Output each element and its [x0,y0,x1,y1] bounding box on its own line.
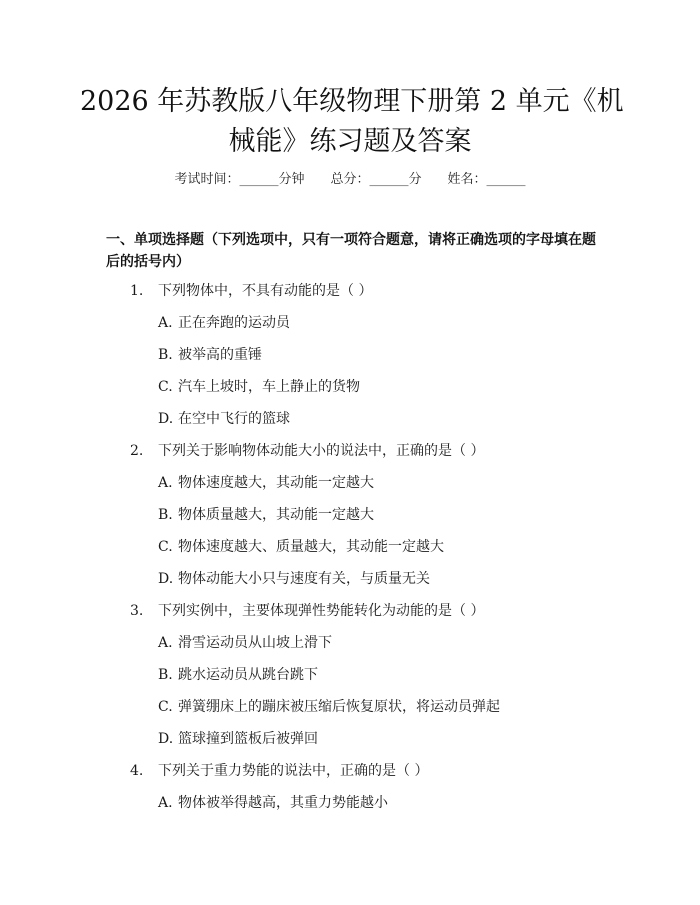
exam-meta-row [0,168,700,187]
document-title-line1: 2026 年苏教版八年级物理下册第 2 单元《机 [80,86,624,117]
option-text: 跳水运动员从跳台跳下 [178,667,318,683]
option-1b [158,345,262,365]
option-3c [158,697,500,717]
option-3b [158,665,318,685]
option-2b [158,505,374,525]
option-1c [158,377,360,397]
option-text: 弹簧绷床上的蹦床被压缩后恢复原状，将运动员弹起 [178,699,500,715]
option-letter: D. [158,731,174,747]
option-letter: C. [158,699,173,715]
option-1a [158,313,290,333]
option-1d [158,409,290,429]
option-letter: C. [158,379,173,395]
question-number: 4. [130,763,144,779]
option-letter: A. [158,475,173,491]
question-text: 下列关于影响物体动能大小的说法中，正确的是（ ） [158,443,485,459]
question-number: 3. [130,603,144,619]
option-text: 篮球撞到篮板后被弹回 [178,731,318,747]
option-letter: D. [158,411,174,427]
option-text: 物体动能大小只与速度有关，与质量无关 [178,571,430,587]
option-letter: D. [158,571,174,587]
option-4a [158,793,388,813]
exam-score-field: 总分：______分 [330,172,422,187]
option-letter: B. [158,347,173,363]
option-text: 物体速度越大，其动能一定越大 [178,475,374,491]
document-title-line2: 械能》练习题及答案 [228,126,472,157]
option-2c [158,537,444,557]
option-text: 物体被举得越高，其重力势能越小 [178,795,388,811]
option-text: 被举高的重锤 [178,347,262,363]
question-text: 下列物体中，不具有动能的是（ ） [158,283,373,299]
option-2a [158,473,374,493]
section-heading-line2: 后的括号内） [106,254,190,270]
option-letter: A. [158,315,173,331]
option-2d [158,569,430,589]
question-text: 下列实例中，主要体现弹性势能转化为动能的是（ ） [158,603,485,619]
question-number: 1. [130,283,144,299]
exam-time-field: 考试时间：______分钟 [174,172,305,187]
student-name-field: 姓名：______ [447,172,526,187]
option-letter: A. [158,635,173,651]
option-text: 物体速度越大、质量越大，其动能一定越大 [178,539,444,555]
option-text: 在空中飞行的篮球 [178,411,290,427]
option-3a [158,633,332,653]
section-heading-line1: 一、单项选择题（下列选项中，只有一项符合题意，请将正确选项的字母填在题 [106,232,596,248]
question-text: 下列关于重力势能的说法中，正确的是（ ） [158,763,429,779]
option-letter: C. [158,539,173,555]
option-3d [158,729,318,749]
option-text: 正在奔跑的运动员 [178,315,290,331]
question-number: 2. [130,443,144,459]
option-text: 物体质量越大，其动能一定越大 [178,507,374,523]
option-letter: A. [158,795,173,811]
option-text: 滑雪运动员从山坡上滑下 [178,635,332,651]
option-letter: B. [158,667,173,683]
option-text: 汽车上坡时，车上静止的货物 [178,379,360,395]
option-letter: B. [158,507,173,523]
